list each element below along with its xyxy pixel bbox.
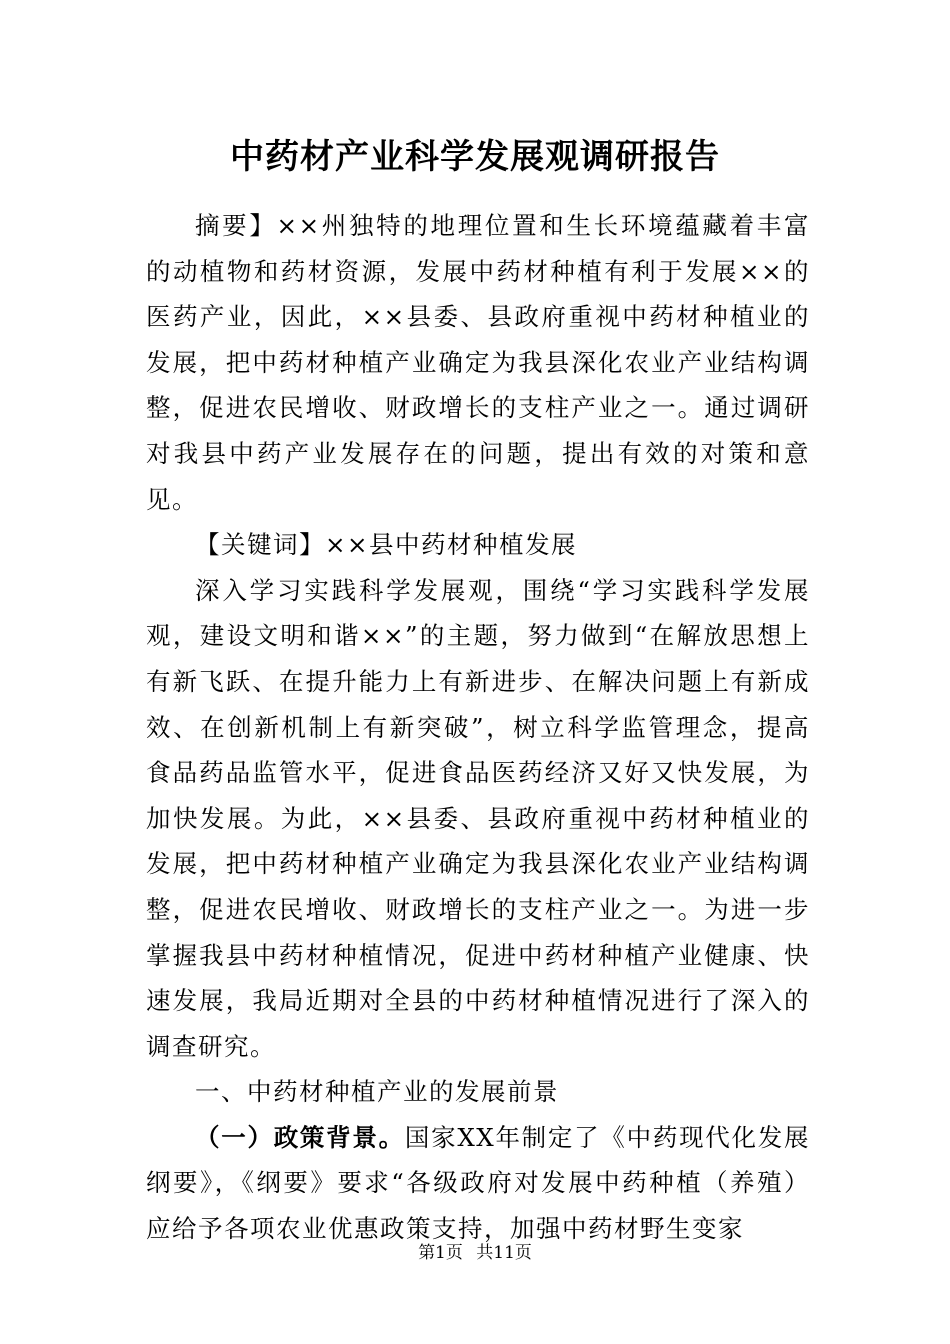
document-title: 中药材产业科学发展观调研报告 bbox=[230, 137, 720, 177]
subsection-paragraph bbox=[146, 1115, 810, 1252]
section-heading: 一、中药材种植产业的发展前景 bbox=[195, 1077, 559, 1107]
abstract-paragraph: 摘要】××州独特的地理位置和生长环境蕴藏着丰富的动植物和药材资源，发展中药材种植有利于发展××的医药产业，因此，××县委、县政府重视中药材种植业的发展，把中药材种植产业确定为我县深化农业产业结构调整，促进农民增收、财政增长的支柱产业之一。通过调研对我县中药产业发展存在的问题，提出有效的对策和意见。 bbox=[146, 211, 810, 514]
page-footer bbox=[0, 1240, 950, 1266]
keywords-paragraph: 【关键词】××县中药材种植发展 bbox=[195, 530, 578, 560]
page-number: 第1页 bbox=[418, 1243, 463, 1263]
page-total: 共11页 bbox=[476, 1243, 532, 1263]
intro-paragraph: 深入学习实践科学发展观，围绕“学习实践科学发展观，建设文明和谐××”的主题，努力做到“在解放思想上有新飞跃、在提升能力上有新进步、在解决问题上有新成效、在创新机制上有新突破”，树立科学监管理念，提高食品药品监管水平，促进食品医药经济又好又快发展，为加快发展。为此，××县委、县政府重视中药材种植业的发展，把中药材种植产业确定为我县深化农业产业结构调整，促进农民增收、财政增长的支柱产业之一。为进一步掌握我县中药材种植情况，促进中药材种植产业健康、快速发展，我局近期对全县的中药材种植情况进行了深入的调查研究。 bbox=[146, 575, 810, 1061]
document-body bbox=[146, 203, 810, 1252]
subsection-label: （一）政策背景。 bbox=[195, 1122, 405, 1152]
subsection-text: 国家XX年制定了《中药现代化发展纲要》，《纲要》要求“各级政府对发展中药种植（养殖）应给予各项农业优惠政策支持，加强中药材野生变家 bbox=[146, 1122, 810, 1244]
